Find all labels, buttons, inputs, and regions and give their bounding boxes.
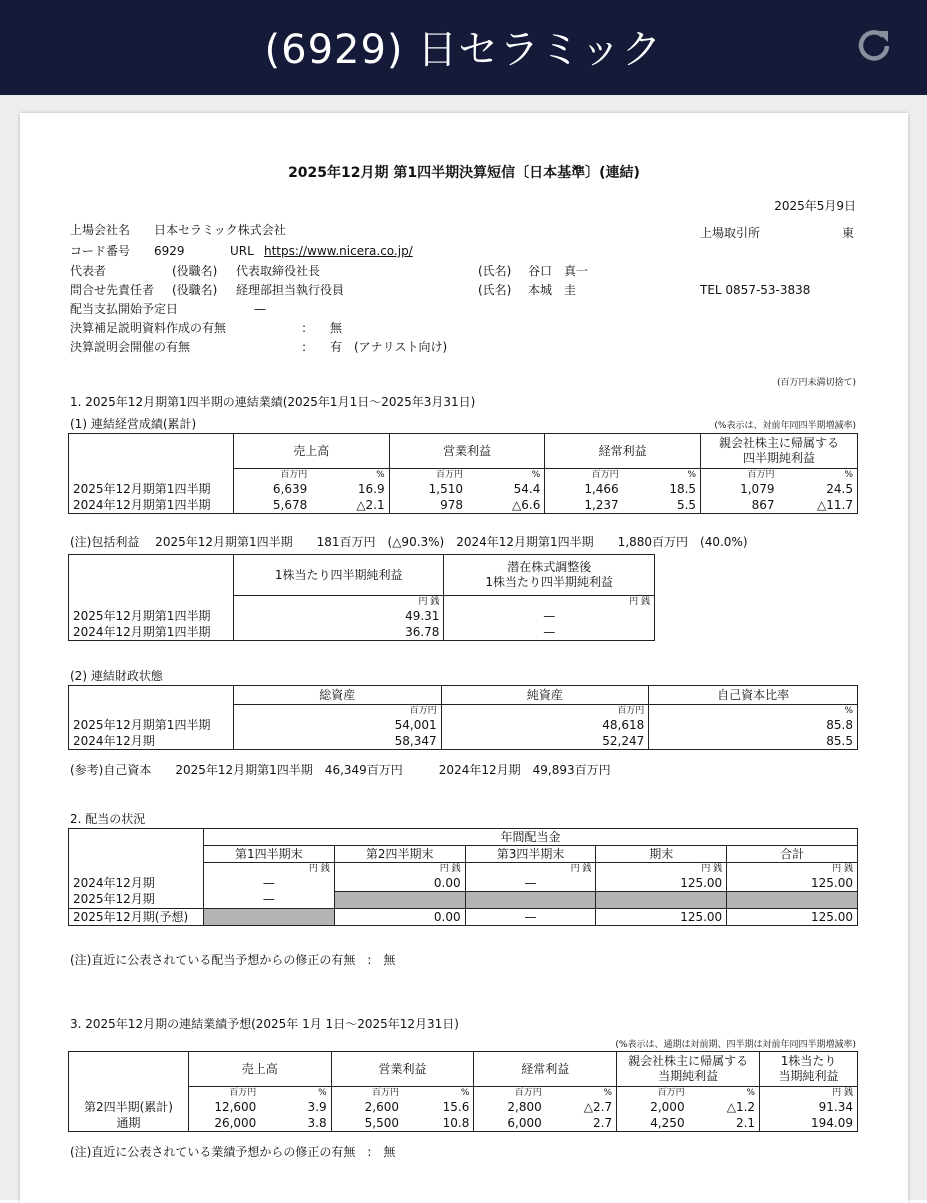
div-header-q1: 第1四半期末 xyxy=(203,846,334,863)
table-cell: 18.5 xyxy=(623,481,701,497)
eps-header-2 xyxy=(444,555,655,596)
row-label: 2024年12月期 xyxy=(69,733,234,750)
supp-material-value: 無 xyxy=(330,321,343,335)
financial-position-table xyxy=(68,685,858,750)
fc-unit: 百万円 xyxy=(474,1087,546,1100)
company-name: 日本セラミック株式会社 xyxy=(154,223,286,237)
table-cell-blank xyxy=(203,909,334,926)
results-unit: % xyxy=(778,469,857,482)
rep-label: 代表者 xyxy=(70,264,107,278)
eps-unit-blank xyxy=(69,596,234,609)
fin-header-equity-ratio: 自己資本比率 xyxy=(649,686,858,705)
fin-unit: 百万円 xyxy=(441,705,649,718)
contact-name-label: (氏名) xyxy=(478,283,512,297)
table-row xyxy=(69,1099,858,1115)
table-cell: 6,639 xyxy=(233,481,311,497)
fc-unit: % xyxy=(689,1087,760,1100)
row-label: 2025年12月期(予想) xyxy=(69,909,204,926)
table-cell: △2.7 xyxy=(546,1099,617,1115)
rep-name: 谷口 真一 xyxy=(528,264,589,278)
forecast-table xyxy=(68,1051,858,1132)
div-header-year-end: 期末 xyxy=(596,846,727,863)
table-row xyxy=(69,717,858,733)
section-1-title: 1. 2025年12月期第1四半期の連結業績(2025年1月1日〜2025年3月31日) xyxy=(70,395,476,409)
table-cell-blank xyxy=(596,892,727,909)
table-cell: 54.4 xyxy=(467,481,545,497)
table-cell: 5,500 xyxy=(331,1115,403,1132)
fin-header-total-assets: 総資産 xyxy=(233,686,441,705)
row-label: 2024年12月期第1四半期 xyxy=(69,624,234,641)
results-unit-blank xyxy=(69,469,234,482)
fc-unit: 百万円 xyxy=(331,1087,403,1100)
table-cell: 125.00 xyxy=(596,909,727,926)
rep-title-label: (役職名) xyxy=(172,264,218,278)
table-row xyxy=(69,733,858,750)
table-cell: 26,000 xyxy=(188,1115,260,1132)
company-url-link[interactable]: https://www.nicera.co.jp/ xyxy=(264,244,413,258)
table-cell: 1,079 xyxy=(701,481,779,497)
results-header-blank xyxy=(69,434,234,469)
table-cell: 36.78 xyxy=(233,624,444,641)
table-cell: 2.7 xyxy=(546,1115,617,1132)
row-label: 2024年12月期 xyxy=(69,875,204,892)
app-header xyxy=(0,0,927,95)
table-cell: 85.8 xyxy=(649,717,858,733)
table-cell: △1.2 xyxy=(689,1099,760,1115)
contact-title-label: (役職名) xyxy=(172,283,218,297)
dividend-date-label: 配当支払開始予定日 xyxy=(70,302,179,316)
table-cell: △11.7 xyxy=(778,497,857,514)
rep-title: 代表取締役社長 xyxy=(236,264,321,278)
briefing-value: 有 (アナリスト向け) xyxy=(330,340,448,354)
table-cell: 58,347 xyxy=(233,733,441,750)
table-cell: 125.00 xyxy=(727,909,858,926)
dividend-note: (注)直近に公表されている配当予想からの修正の有無 : 無 xyxy=(70,953,396,967)
table-cell: 52,247 xyxy=(441,733,649,750)
table-cell: 16.9 xyxy=(311,481,389,497)
table-cell: — xyxy=(444,608,655,624)
table-cell: 5.5 xyxy=(623,497,701,514)
div-unit: 円 銭 xyxy=(727,863,858,876)
fc-header-sales: 売上高 xyxy=(188,1052,331,1087)
table-cell: 15.6 xyxy=(403,1099,474,1115)
row-label: 2025年12月期第1四半期 xyxy=(69,608,234,624)
table-cell: 978 xyxy=(389,497,467,514)
table-row xyxy=(69,497,858,514)
eps-header-1: 1株当たり四半期純利益 xyxy=(233,555,444,596)
code-label: コード番号 xyxy=(70,244,131,258)
fc-unit-blank xyxy=(69,1087,189,1100)
fc-header-eps-line1: 1株当たり xyxy=(780,1054,837,1068)
table-row xyxy=(69,892,858,909)
div-header-q3: 第3四半期末 xyxy=(465,846,596,863)
fc-header-eps-line2: 当期純利益 xyxy=(778,1069,839,1083)
app-title: (6929) 日セラミック xyxy=(264,27,663,73)
results-table xyxy=(68,433,858,514)
contact-name: 本城 圭 xyxy=(528,283,577,297)
fc-unit: % xyxy=(546,1087,617,1100)
div-header-annual: 年間配当金 xyxy=(203,829,857,846)
exchange-value: 東 xyxy=(842,226,855,240)
table-cell: — xyxy=(444,624,655,641)
results-unit: % xyxy=(311,469,389,482)
results-unit: 百万円 xyxy=(389,469,467,482)
results-unit: 百万円 xyxy=(233,469,311,482)
table-cell: 2,800 xyxy=(474,1099,546,1115)
fc-unit: 円 銭 xyxy=(760,1087,858,1100)
section-1-1-title: (1) 連結経営成績(累計) xyxy=(70,417,197,431)
table-row xyxy=(69,1115,858,1132)
results-unit: 百万円 xyxy=(545,469,623,482)
doc-date: 2025年5月9日 xyxy=(774,199,856,213)
table-cell: 867 xyxy=(701,497,779,514)
results-unit: 百万円 xyxy=(701,469,779,482)
div-unit-blank xyxy=(69,863,204,876)
fc-header-net-income xyxy=(617,1052,760,1087)
eps-header-2-line1: 潜在株式調整後 xyxy=(507,560,592,574)
exchange-label: 上場取引所 xyxy=(700,226,761,240)
section-1-1-note: (%表示は、対前年同四半期増減率) xyxy=(714,421,856,431)
div-header-q2: 第2四半期末 xyxy=(334,846,465,863)
contact-title: 経理部担当執行役員 xyxy=(236,283,345,297)
dividend-table xyxy=(68,828,858,926)
comprehensive-income-note: (注)包括利益 2025年12月期第1四半期 181百万円 (△90.3%) 2024年12月期第1四半期 1,880百万円 (40.0%) xyxy=(70,535,748,549)
row-label: 2024年12月期第1四半期 xyxy=(69,497,234,514)
contact-label: 問合せ先責任者 xyxy=(70,283,155,297)
fin-header-net-assets: 純資産 xyxy=(441,686,649,705)
dividend-date-value: — xyxy=(254,302,266,316)
eps-table xyxy=(68,554,655,641)
table-cell: 1,466 xyxy=(545,481,623,497)
doc-title: 2025年12月期 第1四半期決算短信〔日本基準〕(連結) xyxy=(288,165,640,181)
company-label: 上場会社名 xyxy=(70,223,131,237)
results-header-net-income-line2: 四半期純利益 xyxy=(743,451,816,465)
table-row xyxy=(69,608,655,624)
row-label: 第2四半期(累計) xyxy=(69,1099,189,1115)
equity-note: (参考)自己資本 2025年12月期第1四半期 46,349百万円 2024年12月期 49,893百万円 xyxy=(70,763,611,777)
table-cell-blank xyxy=(727,892,858,909)
results-header-ord-income: 経常利益 xyxy=(545,434,701,469)
table-cell: 194.09 xyxy=(760,1115,858,1132)
results-header-net-income-line1: 親会社株主に帰属する xyxy=(719,436,840,450)
table-cell: 1,237 xyxy=(545,497,623,514)
eps-unit: 円 銭 xyxy=(233,596,444,609)
fc-header-net-income-line1: 親会社株主に帰属する xyxy=(628,1054,749,1068)
table-cell: 54,001 xyxy=(233,717,441,733)
fc-header-blank xyxy=(69,1052,189,1087)
rounding-note: (百万円未満切捨て) xyxy=(776,378,856,388)
table-cell: 91.34 xyxy=(760,1099,858,1115)
fc-header-op-income: 営業利益 xyxy=(331,1052,474,1087)
table-cell: — xyxy=(203,892,334,909)
div-unit: 円 銭 xyxy=(596,863,727,876)
fin-header-blank xyxy=(69,686,234,705)
table-cell: 2,000 xyxy=(617,1099,689,1115)
supp-material-label: 決算補足説明資料作成の有無 xyxy=(70,321,227,335)
table-row xyxy=(69,624,655,641)
section-3-title: 3. 2025年12月期の連結業績予想(2025年 1月 1日〜2025年12月31日) xyxy=(70,1017,459,1031)
table-cell: 10.8 xyxy=(403,1115,474,1132)
table-cell: — xyxy=(203,875,334,892)
table-cell: — xyxy=(465,875,596,892)
table-row xyxy=(69,909,858,926)
fc-header-ord-income: 経常利益 xyxy=(474,1052,617,1087)
row-label: 2025年12月期第1四半期 xyxy=(69,481,234,497)
div-unit: 円 銭 xyxy=(334,863,465,876)
table-cell: 0.00 xyxy=(334,909,465,926)
div-unit: 円 銭 xyxy=(203,863,334,876)
document-page xyxy=(20,113,908,1203)
table-cell: 125.00 xyxy=(596,875,727,892)
table-cell: 12,600 xyxy=(188,1099,260,1115)
table-cell: 5,678 xyxy=(233,497,311,514)
results-header-op-income: 営業利益 xyxy=(389,434,545,469)
table-cell: 48,618 xyxy=(441,717,649,733)
refresh-icon[interactable] xyxy=(853,25,895,67)
briefing-colon: : xyxy=(302,340,307,354)
supp-colon: : xyxy=(302,321,307,335)
table-cell: △6.6 xyxy=(467,497,545,514)
table-cell: 3.9 xyxy=(260,1099,331,1115)
row-label: 2025年12月期 xyxy=(69,892,204,909)
section-3-note: (%表示は、通期は対前期、四半期は対前年同四半期増減率) xyxy=(615,1040,856,1050)
briefing-label: 決算説明会開催の有無 xyxy=(70,340,191,354)
table-cell-blank xyxy=(334,892,465,909)
table-cell: 85.5 xyxy=(649,733,858,750)
results-unit: % xyxy=(623,469,701,482)
results-header-net-income xyxy=(701,434,858,469)
results-unit: % xyxy=(467,469,545,482)
rep-name-label: (氏名) xyxy=(478,264,512,278)
row-label: 通期 xyxy=(69,1115,189,1132)
section-1-2-title: (2) 連結財政状態 xyxy=(70,669,163,683)
code-value: 6929 xyxy=(154,244,185,258)
eps-header-2-line2: 1株当たり四半期純利益 xyxy=(485,575,614,589)
div-header-total: 合計 xyxy=(727,846,858,863)
table-cell: 0.00 xyxy=(334,875,465,892)
table-cell: 2.1 xyxy=(689,1115,760,1132)
section-2-title: 2. 配当の状況 xyxy=(70,812,146,826)
div-subheader-blank xyxy=(69,846,204,863)
fin-unit: 百万円 xyxy=(233,705,441,718)
forecast-note: (注)直近に公表されている業績予想からの修正の有無 : 無 xyxy=(70,1145,396,1159)
url-label: URL xyxy=(230,244,254,258)
eps-unit: 円 銭 xyxy=(444,596,655,609)
table-cell: 4,250 xyxy=(617,1115,689,1132)
table-cell: 6,000 xyxy=(474,1115,546,1132)
contact-tel: TEL 0857-53-3838 xyxy=(700,283,811,297)
eps-header-blank xyxy=(69,555,234,596)
table-cell: 125.00 xyxy=(727,875,858,892)
fc-unit: % xyxy=(260,1087,331,1100)
fc-header-net-income-line2: 当期純利益 xyxy=(658,1069,719,1083)
fc-unit: % xyxy=(403,1087,474,1100)
table-cell: 1,510 xyxy=(389,481,467,497)
table-cell: 2,600 xyxy=(331,1099,403,1115)
div-unit: 円 銭 xyxy=(465,863,596,876)
table-cell: △2.1 xyxy=(311,497,389,514)
results-header-sales: 売上高 xyxy=(233,434,389,469)
fin-unit: % xyxy=(649,705,858,718)
table-cell: 24.5 xyxy=(778,481,857,497)
table-cell: 3.8 xyxy=(260,1115,331,1132)
div-header-blank xyxy=(69,829,204,846)
table-cell: 49.31 xyxy=(233,608,444,624)
table-row xyxy=(69,875,858,892)
fc-unit: 百万円 xyxy=(617,1087,689,1100)
fin-unit-blank xyxy=(69,705,234,718)
table-row xyxy=(69,481,858,497)
fc-header-eps xyxy=(760,1052,858,1087)
row-label: 2025年12月期第1四半期 xyxy=(69,717,234,733)
table-cell-blank xyxy=(465,892,596,909)
table-cell: — xyxy=(465,909,596,926)
fc-unit: 百万円 xyxy=(188,1087,260,1100)
